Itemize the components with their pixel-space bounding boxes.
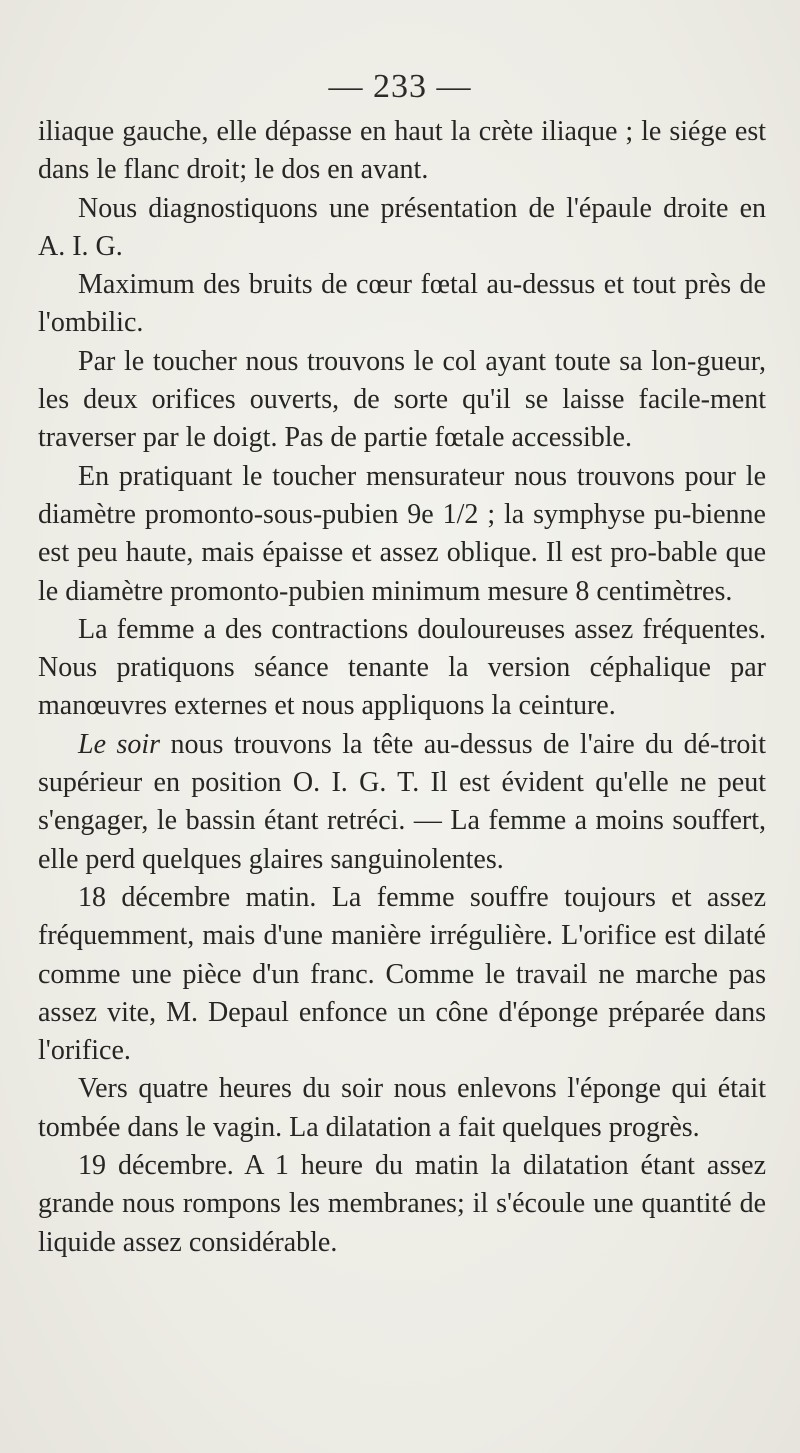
paragraph-9: Vers quatre heures du soir nous enlevons l'éponge qui était tombée dans le vagin. La dilatation a fait quelques progrès. [38, 1073, 766, 1143]
paragraph-2: Nous diagnostiquons une présentation de l'épaule droite en A. I. G. [38, 192, 766, 262]
paragraph-7 [38, 726, 766, 879]
paragraph-3: Maximum des bruits de cœur fœtal au-dessus et tout près de l'ombilic. [38, 269, 766, 339]
italic-phrase: Le soir [78, 728, 161, 760]
paragraph-1: iliaque gauche, elle dépasse en haut la crète iliaque ; le siége est dans le flanc droit; le dos en avant. [38, 116, 766, 186]
paragraph-10: 19 décembre. A 1 heure du matin la dilatation étant assez grande nous rompons les membranes; il s'écoule une quantité de liquide assez considérable. [38, 1150, 766, 1258]
paragraph-6: La femme a des contractions douloureuses assez fréquentes. Nous pratiquons séance tenante la version céphalique par manœuvres externes et nous appliquons la ceinture. [38, 613, 766, 722]
paragraph-8: 18 décembre matin. La femme souffre toujours et assez fréquemment, mais d'une manière irrégulière. L'orifice est dilaté comme une pièce d'un franc. Comme le travail ne marche pas assez vite, M. Depaul enfonce un cône d'éponge préparée dans l'orifice. [38, 881, 766, 1067]
page-body [38, 113, 766, 1262]
page-number: — 233 — [328, 68, 472, 105]
paragraph-4: Par le toucher nous trouvons le col ayant toute sa lon-gueur, les deux orifices ouverts, de sorte qu'il se laisse facile-ment traverser par le doigt. Pas de partie fœtale accessible. [38, 345, 766, 454]
paragraph-5: En pratiquant le toucher mensurateur nous trouvons pour le diamètre promonto-sous-pubien 9e 1/2 ; la symphyse pu-bienne est peu haute, mais épaisse et assez oblique. Il est pro-bable que le diamètre promonto-pubien minimum mesure 8 centimètres. [38, 460, 766, 607]
paragraph-7-rest: nous trouvons la tête au-dessus de l'aire du dé-troit supérieur en position O. I. G. T. Il est évident qu'elle ne peut s'engager, le bassin étant retréci. — La femme a moins souffert, elle perd quelques glaires sanguinolentes. [38, 728, 766, 875]
